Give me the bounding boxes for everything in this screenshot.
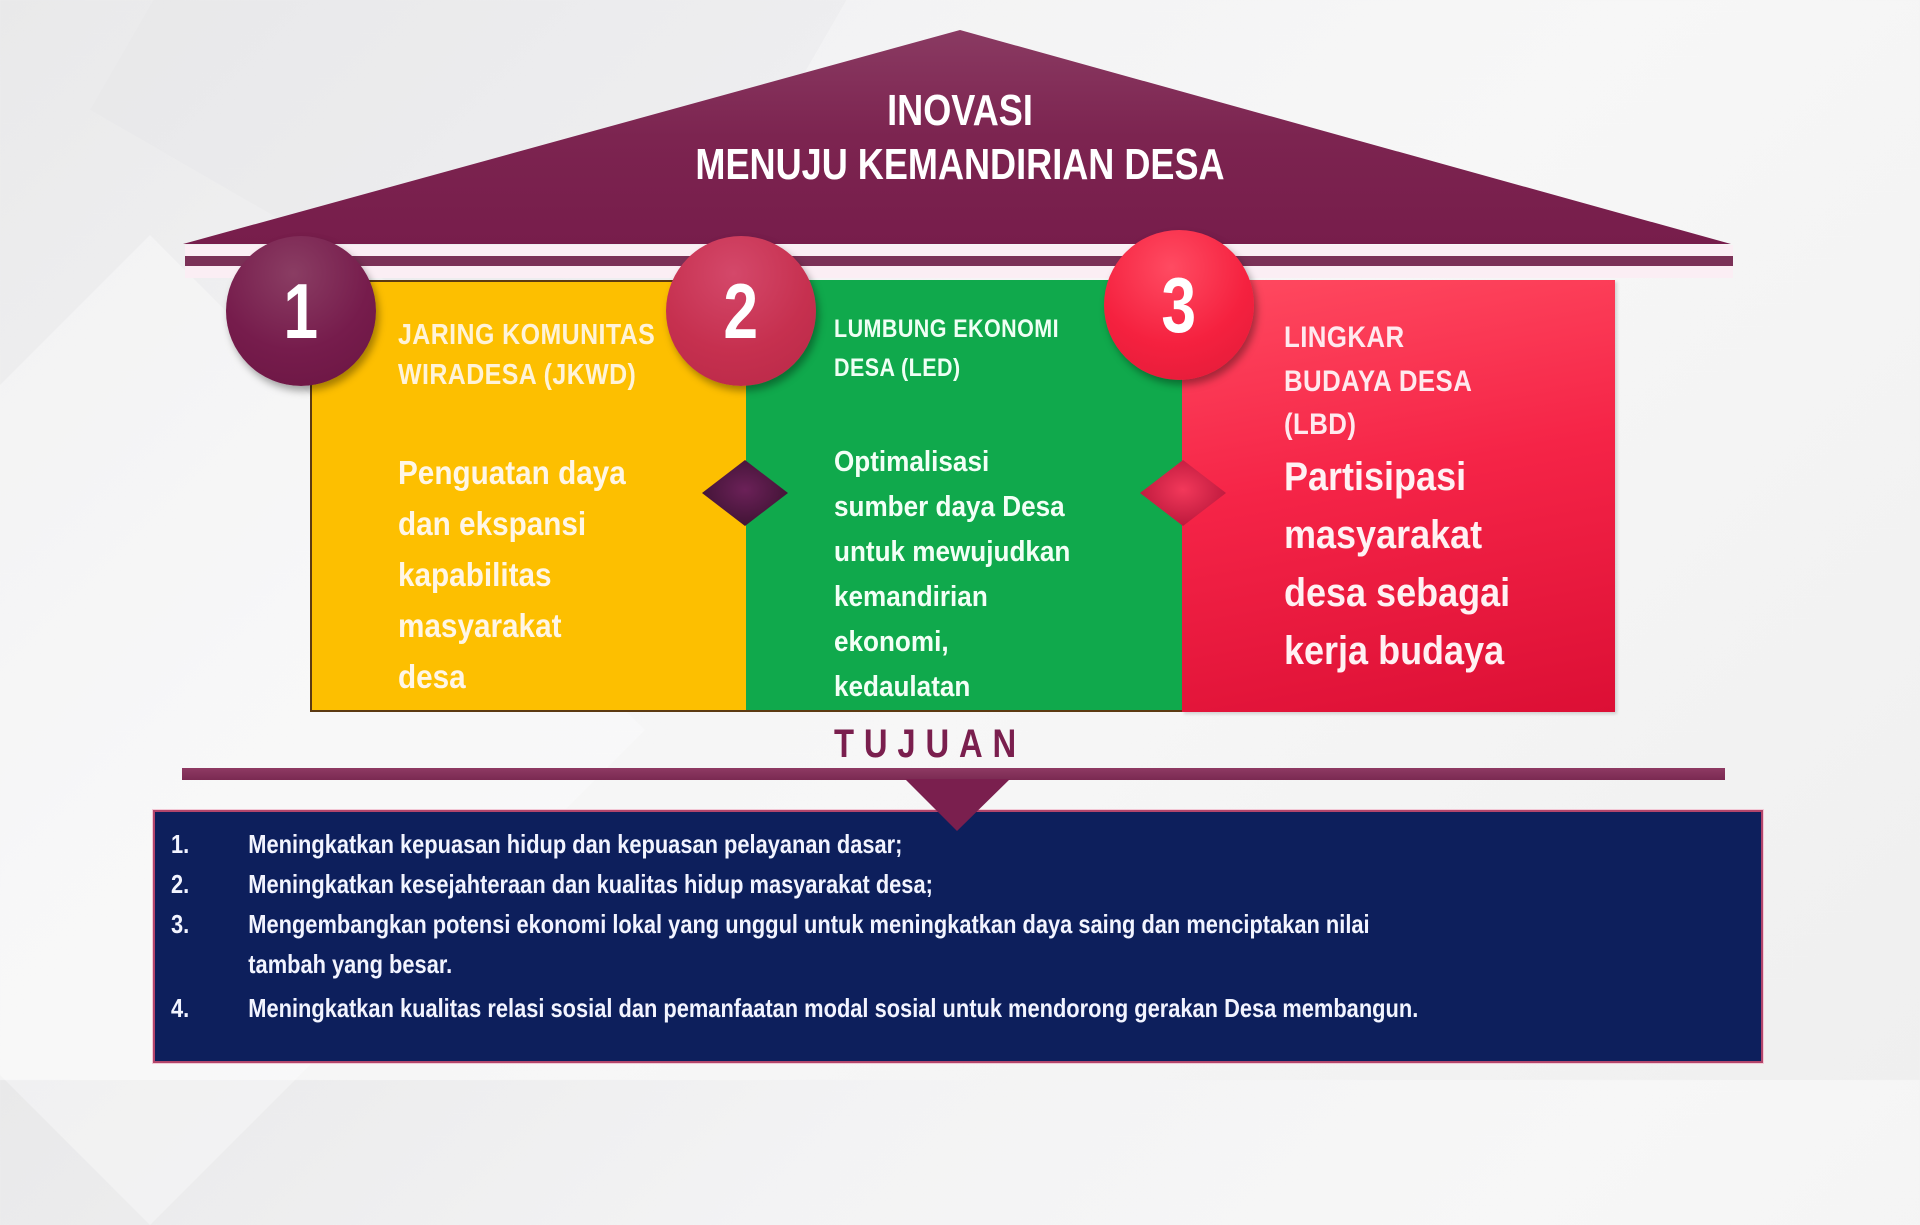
page-title-line2: MENUJU KEMANDIRIAN DESA: [695, 140, 1225, 189]
pillar-title: JARING KOMUNITAS WIRADESA (JKWD): [398, 319, 656, 392]
diamond-connector-icon: [1138, 458, 1228, 528]
pillar-description: Optimalisasi sumber daya Desa untuk mewujudkan kemandirian ekonomi, kedaulatan: [834, 446, 1071, 703]
goal-item: 2. Meningkatkan kesejahteraan dan kualitas hidup masyarakat desa;: [171, 869, 933, 899]
goal-item: 3. Mengembangkan potensi ekonomi lokal yang unggul untuk meningkatkan daya saing dan menciptakan nilai tambah yang besar.: [171, 909, 1370, 979]
number-badge-2: 2: [666, 236, 816, 386]
number-badge-1: 1: [226, 236, 376, 386]
number-badge-3: 3: [1104, 230, 1254, 380]
diamond-connector-icon: [700, 458, 790, 528]
pillar-description: Partisipasi masyarakat desa sebagai kerja budaya: [1284, 455, 1511, 673]
goal-item: 1. Meningkatkan kepuasan hidup dan kepuasan pelayanan dasar;: [171, 829, 903, 859]
goal-item: 4. Meningkatkan kualitas relasi sosial dan pemanfaatan modal sosial untuk mendorong gerakan Desa membangun.: [171, 993, 1419, 1023]
beam-highlight: [185, 266, 1733, 278]
page-title-line1: INOVASI: [887, 86, 1033, 135]
pillar-title: LINGKAR BUDAYA DESA (LBD): [1284, 321, 1473, 441]
goals-list: [153, 810, 1763, 1063]
tujuan-heading: TUJUAN: [833, 722, 1027, 766]
pillar-lbd: [1182, 280, 1615, 712]
arrow-down-icon: [905, 779, 1010, 831]
pillar-title: LUMBUNG EKONOMI DESA (LED): [834, 315, 1060, 382]
beam-highlight: [185, 245, 1733, 256]
beam-stripe: [185, 256, 1733, 266]
pillar-description: Penguatan daya dan ekspansi kapabilitas masyarakat desa: [398, 454, 626, 695]
